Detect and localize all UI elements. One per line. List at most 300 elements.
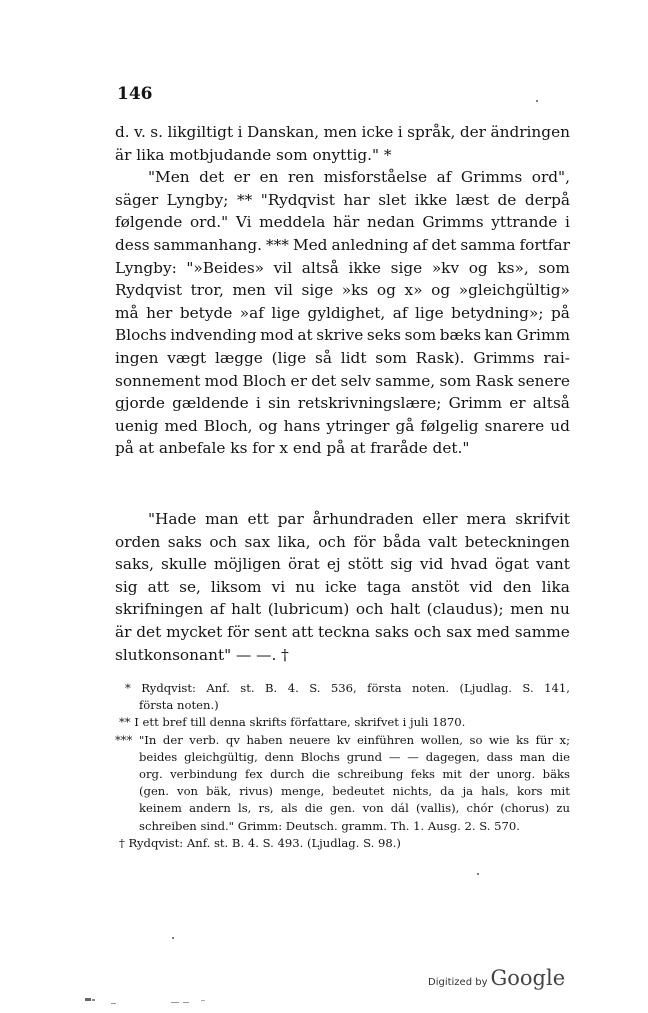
word: (lige: [271, 348, 307, 367]
word: vægt: [167, 348, 207, 367]
text-line: [115, 234, 570, 257]
word: lidt: [340, 348, 367, 367]
word: ögat: [494, 555, 530, 574]
text-line: [115, 531, 570, 554]
word: ikke: [414, 190, 448, 209]
word: (Ljudlag.: [459, 681, 512, 695]
word: mycket: [166, 622, 223, 641]
word: dess: [115, 235, 150, 254]
line-text: på at anbefale ks for x end på at fraråde det.": [115, 439, 470, 458]
word: kv: [336, 732, 351, 747]
word: nu: [550, 600, 570, 619]
word: det: [431, 235, 457, 254]
word: icke: [361, 123, 394, 141]
word: men: [323, 123, 358, 141]
text-line: [115, 257, 570, 280]
word: orden: [115, 532, 161, 551]
line-text: [115, 415, 570, 438]
word: bedeutet: [332, 784, 385, 799]
word: "Men: [148, 168, 190, 187]
word: da: [440, 784, 455, 799]
word: 536,: [330, 681, 357, 695]
text-line: [115, 302, 570, 325]
word: saks: [374, 622, 409, 641]
word: verbindung: [170, 767, 238, 782]
word: samme: [514, 622, 570, 641]
word: beteckningen: [464, 532, 570, 551]
word: i: [565, 213, 570, 232]
scan-artifacts-icon: [83, 994, 223, 1008]
text-line: [115, 553, 570, 576]
word: teckna: [318, 622, 371, 641]
footnote-line: [115, 800, 570, 817]
word: og: [431, 281, 451, 300]
word: som: [538, 258, 570, 277]
google-logo: Google: [490, 966, 566, 990]
word: er: [233, 168, 251, 187]
word: gyldighet,: [307, 303, 386, 322]
word: dál: [390, 801, 409, 816]
text-line: [115, 370, 570, 393]
word: (chorus): [500, 801, 550, 816]
footnote-line: [115, 732, 570, 749]
word: århundraden: [312, 510, 414, 528]
word: ***: [115, 732, 133, 747]
word: einführen: [356, 732, 415, 747]
text-line: [115, 576, 570, 599]
word: gleichgültig,: [184, 749, 258, 764]
word: hvad: [450, 555, 488, 574]
line-text: [148, 508, 570, 531]
word: für: [535, 732, 553, 747]
footnote-text: [139, 783, 570, 800]
word: ja: [462, 784, 474, 799]
word: kors: [516, 784, 543, 799]
paragraph-1: [115, 121, 570, 460]
word: må: [115, 303, 139, 322]
word: altså: [301, 258, 339, 277]
word: vid: [419, 555, 444, 574]
word: halt: [231, 600, 262, 619]
word: "Hade: [148, 510, 197, 528]
word: ändringen: [490, 123, 570, 141]
text-line: [115, 279, 570, 302]
word: altså: [532, 394, 570, 413]
word: (lubricum): [267, 600, 350, 619]
footnote-line: [115, 697, 570, 714]
footnote-line: [115, 835, 570, 852]
word: man: [519, 749, 546, 764]
word: Lyngby;: [166, 190, 229, 209]
word: Grimm: [448, 394, 502, 413]
word: 4.: [287, 681, 299, 695]
word: beides: [139, 749, 178, 764]
word: at: [297, 326, 313, 345]
word: Vi: [235, 213, 252, 232]
word: Lyngby:: [115, 258, 177, 277]
word: rai-: [543, 348, 570, 367]
word: slet: [378, 190, 407, 209]
speck-mark: [172, 937, 174, 939]
word: nichts,: [392, 784, 433, 799]
word: Grimms: [473, 348, 535, 367]
word: ej: [326, 555, 341, 574]
word: snarere: [484, 416, 545, 435]
word: rs,: [258, 801, 274, 816]
footnote-line: [115, 818, 570, 835]
word: lika: [541, 577, 570, 596]
word: ***: [265, 235, 289, 254]
word: Grimms: [422, 213, 484, 232]
word: og: [376, 281, 396, 300]
word: skulle: [161, 555, 207, 574]
word: språk,: [407, 123, 456, 141]
word: (gen.: [139, 784, 169, 799]
word: ls,: [238, 801, 252, 816]
word: men: [232, 281, 266, 300]
word: mit: [550, 784, 570, 799]
word: Bloch,: [203, 416, 253, 435]
word: har: [343, 190, 370, 209]
word: ytringer: [326, 416, 390, 435]
word: »kv: [431, 258, 460, 277]
word: feks: [410, 767, 435, 782]
word: kan: [484, 326, 513, 345]
word: Bloch: [242, 371, 287, 390]
word: ren: [287, 168, 315, 187]
text-line: [115, 189, 570, 212]
word: die: [312, 767, 331, 782]
line-text: [115, 621, 570, 644]
word: skrive: [316, 326, 364, 345]
word: en: [259, 168, 279, 187]
word: neuere: [289, 732, 331, 747]
word: bäk,: [206, 784, 232, 799]
word: retskrivningslære;: [297, 394, 442, 413]
word: noten.: [411, 681, 450, 695]
word: von: [362, 801, 384, 816]
word: lige: [271, 303, 301, 322]
word: dagegen,: [425, 749, 480, 764]
line-text: [115, 324, 570, 347]
word: der: [162, 732, 183, 747]
word: på: [550, 303, 570, 322]
word: taga: [366, 577, 402, 596]
word: denn: [264, 749, 294, 764]
word: för: [353, 532, 376, 551]
word: Rask: [475, 371, 514, 390]
line-text: [115, 370, 570, 393]
word: skrifvit: [515, 510, 570, 528]
word: dass: [486, 749, 513, 764]
word: er: [509, 394, 526, 413]
word: sax: [446, 622, 472, 641]
word: haben: [246, 732, 283, 747]
word: mit: [442, 767, 462, 782]
line-text: [148, 166, 570, 189]
word: med: [164, 416, 198, 435]
word: die: [551, 749, 570, 764]
word: betyde: [179, 303, 233, 322]
line-text: [115, 347, 570, 370]
word: vil: [274, 281, 293, 300]
word: og: [468, 258, 488, 277]
word: læst: [455, 190, 489, 209]
word: x;: [559, 732, 570, 747]
footnote-text: första noten.): [139, 698, 219, 713]
word: sent: [254, 622, 287, 641]
word: och: [209, 532, 237, 551]
word: som: [404, 326, 437, 345]
word: samme,: [375, 371, 436, 390]
line-text: [115, 279, 570, 302]
word: här: [333, 213, 360, 232]
word: gjorde: [115, 394, 165, 413]
paragraph-2: [115, 508, 570, 666]
word: af: [209, 600, 225, 619]
speck-mark: [536, 100, 538, 102]
word: mod: [204, 371, 239, 390]
word: menge,: [281, 784, 325, 799]
word: säger: [115, 190, 159, 209]
word: derpå: [524, 190, 570, 209]
line-text: [115, 211, 570, 234]
word: »gleichgültig»: [458, 281, 570, 300]
word: att: [291, 622, 314, 641]
word: mera: [466, 510, 507, 528]
word: Anf.: [206, 681, 230, 695]
word: indvending: [170, 326, 257, 345]
word: så: [315, 348, 332, 367]
word: ud: [550, 416, 570, 435]
word: (claudus);: [426, 600, 504, 619]
word: chór: [466, 801, 493, 816]
word: gen.: [329, 801, 356, 816]
word: som: [375, 348, 407, 367]
word: i: [255, 394, 261, 413]
word: Rydqvist:: [141, 681, 196, 695]
word: sig: [115, 577, 138, 596]
word: gældende: [172, 394, 249, 413]
word: —: [388, 749, 401, 764]
word: lika,: [277, 532, 311, 551]
line-text: [115, 189, 570, 212]
word: Grimms: [460, 168, 523, 187]
word: bäks: [542, 767, 570, 782]
word: eller: [422, 510, 458, 528]
word: man: [205, 510, 239, 528]
footnotes: [115, 680, 570, 852]
word: Danskan,: [246, 123, 320, 141]
word: —: [407, 749, 419, 764]
text-line: [115, 392, 570, 415]
word: anstöt: [411, 577, 460, 596]
word: der: [459, 123, 486, 141]
word: båda: [383, 532, 421, 551]
word: rivus): [239, 784, 273, 799]
word: saks: [167, 532, 202, 551]
word: se,: [179, 577, 201, 596]
word: vid: [469, 577, 493, 596]
word: den: [502, 577, 532, 596]
line-text: är lika motbjudande som onyttig." *: [115, 145, 392, 164]
text-line: [115, 415, 570, 438]
word: valt: [428, 532, 458, 551]
word: ks: [516, 732, 530, 747]
word: lige: [415, 303, 444, 322]
word: ett: [247, 510, 269, 528]
word: är: [115, 622, 132, 641]
word: S.: [522, 681, 534, 695]
word: d.: [115, 123, 130, 141]
word: er: [290, 371, 307, 390]
word: st.: [240, 681, 255, 695]
word: **: [236, 190, 253, 209]
line-text: [115, 531, 570, 554]
word: fex: [244, 767, 263, 782]
footnote-line: [115, 749, 570, 766]
word: likgiltigt: [167, 123, 234, 141]
text-line: [115, 166, 570, 189]
word: "Rydqvist: [260, 190, 335, 209]
word: org.: [139, 767, 163, 782]
text-line: [115, 121, 570, 144]
word: uenig: [115, 416, 159, 435]
word: sammanhang.: [153, 235, 262, 254]
word: seks: [366, 326, 401, 345]
word: sin: [268, 394, 291, 413]
word: durch: [270, 767, 305, 782]
word: halt: [390, 600, 421, 619]
word: Blochs: [300, 749, 340, 764]
word: Grimm: [516, 326, 570, 345]
word: keinem: [139, 801, 182, 816]
word: saks,: [115, 555, 154, 574]
word: "»Beides»: [186, 258, 265, 277]
line-text: [115, 234, 570, 257]
text-line: [115, 211, 570, 234]
word: skrifningen: [115, 600, 204, 619]
footnote-text: [139, 800, 570, 817]
word: v.: [134, 123, 146, 141]
word: og: [258, 416, 278, 435]
word: »af: [239, 303, 264, 322]
line-text: [115, 553, 570, 576]
line-text: [115, 257, 570, 280]
word: selv: [340, 371, 371, 390]
word: med: [476, 622, 510, 641]
word: Blochs: [115, 326, 167, 345]
footnote-text: [139, 749, 570, 766]
word: der: [469, 767, 490, 782]
word: och: [318, 532, 346, 551]
word: att: [147, 577, 170, 596]
text-line: [115, 598, 570, 621]
word: i: [237, 123, 243, 141]
word: liksom: [210, 577, 262, 596]
word: x»: [404, 281, 423, 300]
speck-mark: [477, 873, 479, 875]
text-line: [115, 347, 570, 370]
word: 141,: [544, 681, 570, 695]
line-text: [115, 598, 570, 621]
line-text: [115, 576, 570, 599]
word: icke: [325, 577, 357, 596]
word: det: [199, 168, 225, 187]
word: bæks: [439, 326, 482, 345]
word: sonnement: [115, 371, 201, 390]
word: ks»,: [497, 258, 529, 277]
footnote-text: [125, 680, 570, 697]
word: nedan: [367, 213, 415, 232]
word: för: [227, 622, 250, 641]
word: »ks: [341, 281, 369, 300]
word: als: [280, 801, 298, 816]
word: (vallis),: [416, 801, 460, 816]
word: de: [497, 190, 517, 209]
word: möjligen: [213, 555, 281, 574]
word: ord",: [531, 168, 570, 187]
digitized-watermark: [428, 966, 565, 990]
word: so: [469, 732, 483, 747]
word: B.: [265, 681, 278, 695]
word: det: [311, 371, 337, 390]
word: anledning: [331, 235, 409, 254]
word: hals,: [481, 784, 509, 799]
word: vant: [536, 555, 570, 574]
word: tror,: [190, 281, 224, 300]
footnote-line: [115, 766, 570, 783]
word: sax: [244, 532, 271, 551]
word: ord.": [189, 213, 229, 232]
word: det: [136, 622, 162, 641]
text-line: [115, 144, 570, 167]
word: vi: [271, 577, 286, 596]
word: Med: [292, 235, 328, 254]
word: och: [355, 600, 384, 619]
word: vil: [273, 258, 293, 277]
word: yttrande: [491, 213, 558, 232]
word: grund: [346, 749, 383, 764]
word: och: [413, 622, 442, 641]
line-text: [115, 302, 570, 325]
text-line: [115, 621, 570, 644]
footnote-line: [115, 680, 570, 697]
word: s.: [150, 123, 164, 141]
word: hans: [283, 416, 321, 435]
footnote-text: [115, 732, 570, 749]
text-line: [115, 508, 570, 531]
word: i: [397, 123, 403, 141]
footnote-line: [115, 714, 570, 731]
word: følgelig: [420, 416, 479, 435]
footnote-text: schreiben sind." Grimm: Deutsch. gramm. Th. 1. Ausg. 2. S. 570.: [139, 818, 520, 833]
word: Rydqvist: [115, 281, 183, 300]
word: senere: [517, 371, 570, 390]
word: mod: [260, 326, 294, 345]
word: misforståelse: [323, 168, 428, 187]
footnote-text: [139, 766, 570, 783]
word: S.: [309, 681, 321, 695]
word: sige: [390, 258, 423, 277]
word: första: [367, 681, 402, 695]
word: gå: [395, 416, 415, 435]
word: af: [412, 235, 428, 254]
word: qv: [225, 732, 240, 747]
word: wollen,: [420, 732, 463, 747]
footnote-line: [115, 783, 570, 800]
text-line: [115, 437, 570, 460]
